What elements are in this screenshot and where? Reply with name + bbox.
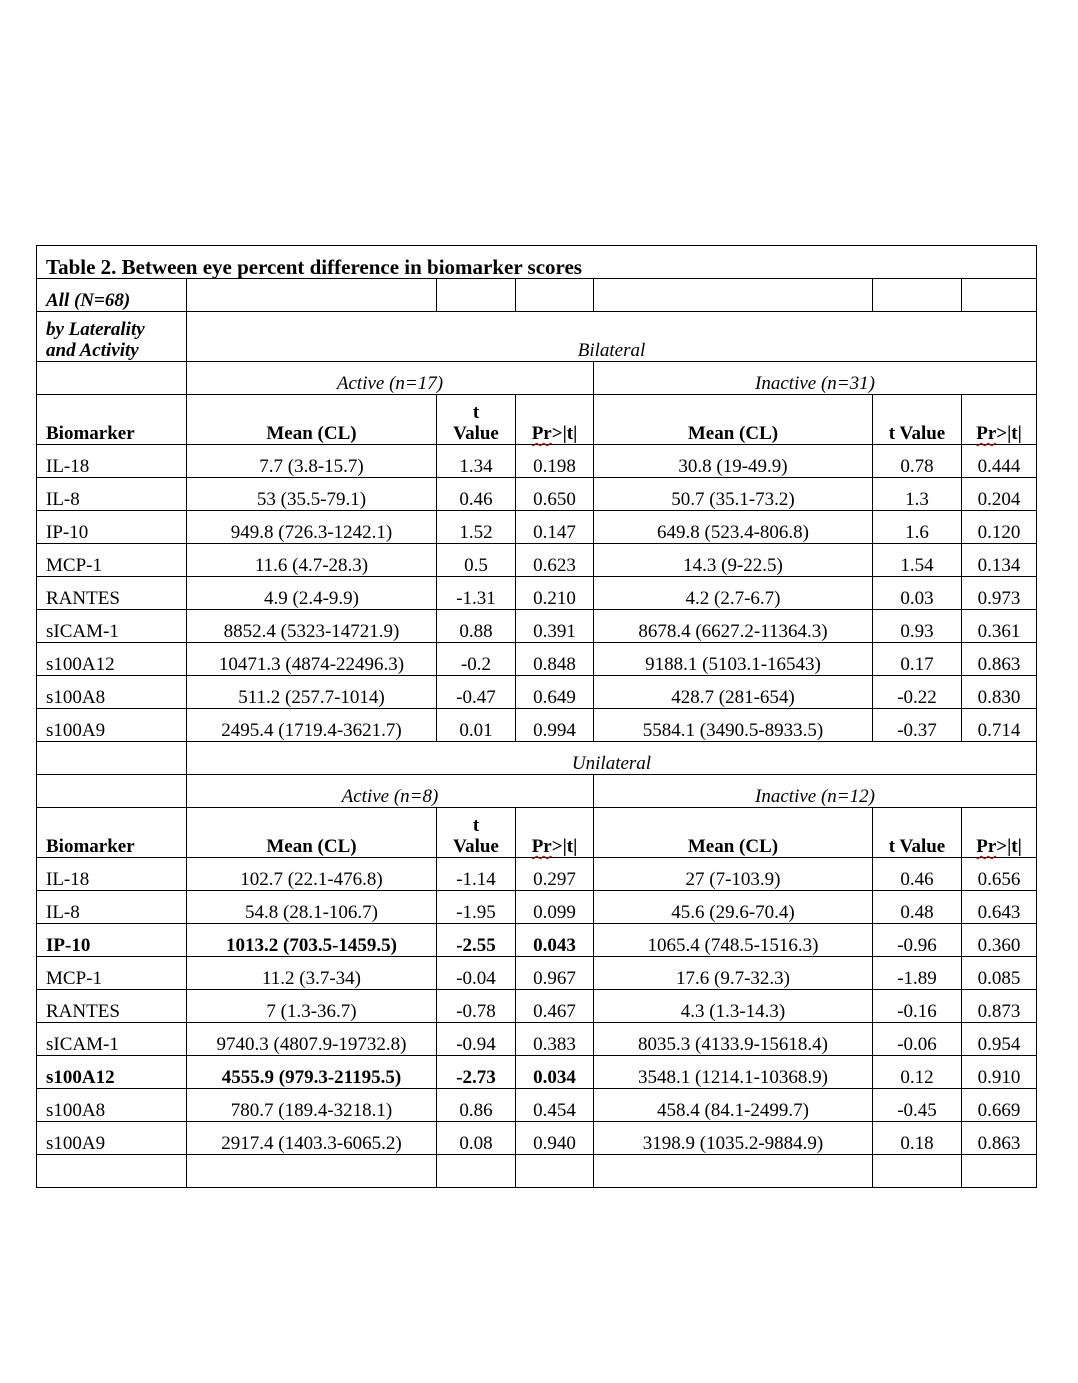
table-row [37,478,1037,511]
inactive-mean-cell: 9188.1 (5103.1-16543) [594,643,873,676]
table-row [37,643,1037,676]
active-t-cell: 0.5 [437,544,516,577]
inactive-p-cell: 0.120 [962,511,1037,544]
biomarker-cell: s100A9 [37,1122,187,1155]
active-t-cell: -0.94 [437,1023,516,1056]
inactive-p-cell: 0.643 [962,891,1037,924]
active-p-cell: 0.147 [516,511,594,544]
section-name: Bilateral [187,312,1037,362]
table-row [37,1023,1037,1056]
active-group-label: Active (n=8) [187,775,594,808]
active-p-cell: 0.297 [516,858,594,891]
table-row [37,577,1037,610]
active-p-cell: 0.043 [516,924,594,957]
pr-part1: Pr [976,836,997,857]
active-p-cell: 0.649 [516,676,594,709]
pr-col-header [516,395,594,445]
biomarker-cell: IL-18 [37,445,187,478]
biomarker-cell: MCP-1 [37,544,187,577]
inactive-t-cell: 1.3 [873,478,962,511]
inactive-t-cell: 0.48 [873,891,962,924]
inactive-t-cell: -0.96 [873,924,962,957]
empty-row [37,1155,1037,1188]
pr-part1: Pr [531,423,552,444]
active-t-cell: -1.14 [437,858,516,891]
biomarker-cell: s100A12 [37,1056,187,1089]
inactive-mean-cell: 8035.3 (4133.9-15618.4) [594,1023,873,1056]
inactive-mean-cell: 5584.1 (3490.5-8933.5) [594,709,873,742]
column-header-row [37,395,1037,445]
t-value-line2: Value [453,423,499,444]
active-mean-cell: 780.7 (189.4-3218.1) [187,1089,437,1122]
t-value-col-header [437,808,516,858]
active-p-cell: 0.467 [516,990,594,1023]
inactive-mean-cell: 30.8 (19-49.9) [594,445,873,478]
active-t-cell: -2.55 [437,924,516,957]
table-row [37,924,1037,957]
active-t-cell: -1.95 [437,891,516,924]
active-p-cell: 0.210 [516,577,594,610]
inactive-t-cell: 1.54 [873,544,962,577]
biomarker-col-header: Biomarker [37,395,187,445]
t-value-line1: t [472,815,480,836]
pr-part2: >|t| [551,423,578,444]
active-mean-cell: 7.7 (3.8-15.7) [187,445,437,478]
active-mean-cell: 11.6 (4.7-28.3) [187,544,437,577]
inactive-mean-cell: 3548.1 (1214.1-10368.9) [594,1056,873,1089]
t-value-col-header: t Value [873,395,962,445]
inactive-mean-cell: 45.6 (29.6-70.4) [594,891,873,924]
inactive-t-cell: 0.93 [873,610,962,643]
active-mean-cell: 2917.4 (1403.3-6065.2) [187,1122,437,1155]
inactive-mean-cell: 17.6 (9.7-32.3) [594,957,873,990]
group-label [37,312,187,362]
inactive-mean-cell: 27 (7-103.9) [594,858,873,891]
group-header-row [37,362,1037,395]
biomarker-cell: sICAM-1 [37,610,187,643]
inactive-t-cell: -0.22 [873,676,962,709]
active-mean-cell: 4555.9 (979.3-21195.5) [187,1056,437,1089]
active-mean-cell: 102.7 (22.1-476.8) [187,858,437,891]
active-mean-cell: 2495.4 (1719.4-3621.7) [187,709,437,742]
biomarker-table [36,245,1037,1188]
active-mean-cell: 7 (1.3-36.7) [187,990,437,1023]
inactive-mean-cell: 8678.4 (6627.2-11364.3) [594,610,873,643]
active-t-cell: 1.52 [437,511,516,544]
active-p-cell: 0.623 [516,544,594,577]
inactive-t-cell: 1.6 [873,511,962,544]
biomarker-cell: s100A8 [37,676,187,709]
biomarker-cell: IL-8 [37,478,187,511]
section-name: Unilateral [187,742,1037,775]
inactive-p-cell: 0.873 [962,990,1037,1023]
inactive-p-cell: 0.134 [962,544,1037,577]
mean-col-header: Mean (CL) [594,395,873,445]
inactive-mean-cell: 14.3 (9-22.5) [594,544,873,577]
column-header-row [37,808,1037,858]
mean-col-header: Mean (CL) [594,808,873,858]
inactive-p-cell: 0.973 [962,577,1037,610]
pr-part2: >|t| [551,836,578,857]
section-header-row [37,742,1037,775]
active-p-cell: 0.383 [516,1023,594,1056]
active-mean-cell: 8852.4 (5323-14721.9) [187,610,437,643]
table-row [37,858,1037,891]
active-t-cell: -2.73 [437,1056,516,1089]
table-row [37,1089,1037,1122]
inactive-p-cell: 0.656 [962,858,1037,891]
biomarker-cell: MCP-1 [37,957,187,990]
pr-part1: Pr [531,836,552,857]
biomarker-col-header: Biomarker [37,808,187,858]
inactive-mean-cell: 3198.9 (1035.2-9884.9) [594,1122,873,1155]
biomarker-cell: IL-18 [37,858,187,891]
inactive-p-cell: 0.954 [962,1023,1037,1056]
active-p-cell: 0.198 [516,445,594,478]
mean-col-header: Mean (CL) [187,808,437,858]
table-row [37,511,1037,544]
active-p-cell: 0.848 [516,643,594,676]
biomarker-cell: RANTES [37,577,187,610]
t-value-line2: Value [453,836,499,857]
active-mean-cell: 4.9 (2.4-9.9) [187,577,437,610]
inactive-p-cell: 0.669 [962,1089,1037,1122]
table-row [37,990,1037,1023]
inactive-t-cell: -0.37 [873,709,962,742]
active-p-cell: 0.650 [516,478,594,511]
active-t-cell: 1.34 [437,445,516,478]
table-row [37,1056,1037,1089]
table-row [37,610,1037,643]
active-t-cell: -1.31 [437,577,516,610]
active-mean-cell: 10471.3 (4874-22496.3) [187,643,437,676]
pr-part2: >|t| [996,836,1022,857]
mean-col-header: Mean (CL) [187,395,437,445]
active-t-cell: 0.01 [437,709,516,742]
t-value-line1: t [472,402,480,423]
inactive-t-cell: 0.18 [873,1122,962,1155]
active-t-cell: 0.46 [437,478,516,511]
t-value-col-header: t Value [873,808,962,858]
group-label-line1: by Laterality [46,319,145,340]
active-t-cell: 0.08 [437,1122,516,1155]
inactive-mean-cell: 50.7 (35.1-73.2) [594,478,873,511]
inactive-mean-cell: 428.7 (281-654) [594,676,873,709]
pr-col-header [516,808,594,858]
biomarker-cell: IP-10 [37,511,187,544]
active-mean-cell: 1013.2 (703.5-1459.5) [187,924,437,957]
pr-part2: >|t| [996,423,1022,444]
active-group-label: Active (n=17) [187,362,594,395]
active-p-cell: 0.034 [516,1056,594,1089]
inactive-t-cell: 0.46 [873,858,962,891]
table-row [37,709,1037,742]
inactive-p-cell: 0.714 [962,709,1037,742]
inactive-t-cell: -0.16 [873,990,962,1023]
biomarker-cell: RANTES [37,990,187,1023]
table-row [37,957,1037,990]
section-header-row [37,312,1037,362]
group-header-row [37,775,1037,808]
biomarker-cell: IL-8 [37,891,187,924]
all-label: All (N=68) [37,279,187,312]
active-mean-cell: 11.2 (3.7-34) [187,957,437,990]
inactive-p-cell: 0.204 [962,478,1037,511]
active-p-cell: 0.454 [516,1089,594,1122]
inactive-p-cell: 0.085 [962,957,1037,990]
table-row [37,676,1037,709]
inactive-p-cell: 0.910 [962,1056,1037,1089]
inactive-group-label: Inactive (n=31) [594,362,1037,395]
inactive-p-cell: 0.830 [962,676,1037,709]
active-mean-cell: 9740.3 (4807.9-19732.8) [187,1023,437,1056]
inactive-group-label: Inactive (n=12) [594,775,1037,808]
inactive-t-cell: 0.12 [873,1056,962,1089]
active-p-cell: 0.391 [516,610,594,643]
inactive-mean-cell: 649.8 (523.4-806.8) [594,511,873,544]
biomarker-cell: s100A8 [37,1089,187,1122]
table-row [37,544,1037,577]
active-mean-cell: 511.2 (257.7-1014) [187,676,437,709]
active-p-cell: 0.940 [516,1122,594,1155]
active-t-cell: 0.88 [437,610,516,643]
active-t-cell: -0.2 [437,643,516,676]
inactive-p-cell: 0.361 [962,610,1037,643]
active-mean-cell: 949.8 (726.3-1242.1) [187,511,437,544]
inactive-t-cell: -0.45 [873,1089,962,1122]
active-t-cell: 0.86 [437,1089,516,1122]
pr-col-header [962,395,1037,445]
active-mean-cell: 54.8 (28.1-106.7) [187,891,437,924]
inactive-p-cell: 0.360 [962,924,1037,957]
biomarker-cell: s100A12 [37,643,187,676]
inactive-mean-cell: 4.2 (2.7-6.7) [594,577,873,610]
inactive-t-cell: -0.06 [873,1023,962,1056]
table-row [37,1122,1037,1155]
active-mean-cell: 53 (35.5-79.1) [187,478,437,511]
group-label-line2: and Activity [46,340,139,361]
biomarker-cell: IP-10 [37,924,187,957]
active-p-cell: 0.967 [516,957,594,990]
table-row [37,891,1037,924]
t-value-col-header [437,395,516,445]
biomarker-cell: sICAM-1 [37,1023,187,1056]
pr-part1: Pr [976,423,997,444]
active-t-cell: -0.04 [437,957,516,990]
inactive-mean-cell: 1065.4 (748.5-1516.3) [594,924,873,957]
active-t-cell: -0.47 [437,676,516,709]
inactive-mean-cell: 4.3 (1.3-14.3) [594,990,873,1023]
inactive-t-cell: -1.89 [873,957,962,990]
active-t-cell: -0.78 [437,990,516,1023]
active-p-cell: 0.099 [516,891,594,924]
active-p-cell: 0.994 [516,709,594,742]
table-row [37,445,1037,478]
biomarker-cell: s100A9 [37,709,187,742]
inactive-t-cell: 0.78 [873,445,962,478]
inactive-p-cell: 0.444 [962,445,1037,478]
inactive-p-cell: 0.863 [962,643,1037,676]
inactive-t-cell: 0.17 [873,643,962,676]
inactive-p-cell: 0.863 [962,1122,1037,1155]
inactive-mean-cell: 458.4 (84.1-2499.7) [594,1089,873,1122]
inactive-t-cell: 0.03 [873,577,962,610]
table-title: Table 2. Between eye percent difference in biomarker scores [37,246,1037,279]
pr-col-header [962,808,1037,858]
